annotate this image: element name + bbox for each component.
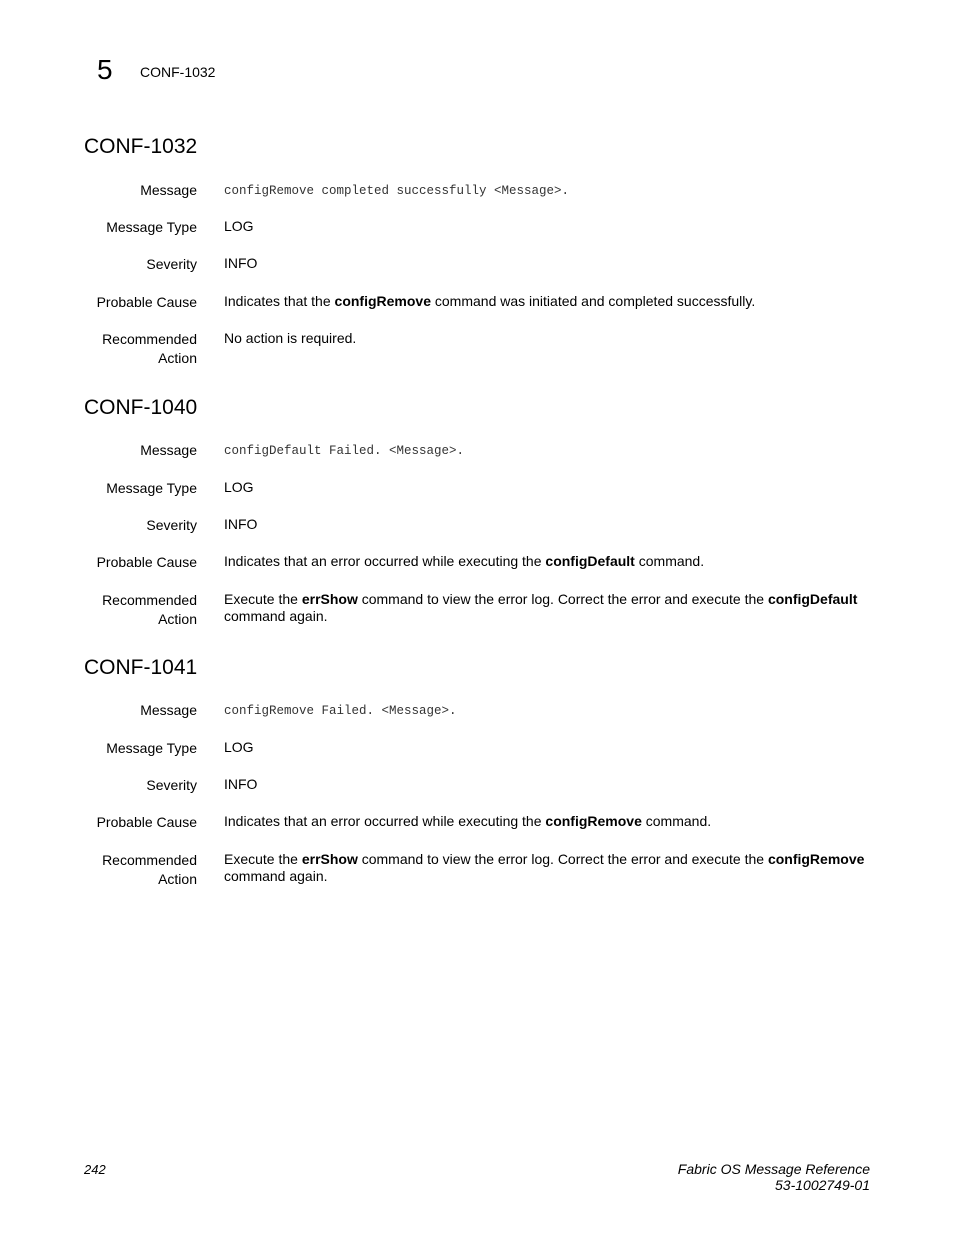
message-type-value: LOG [224,739,254,755]
entry-title: CONF-1041 [84,656,198,679]
probable-cause-label: Probable Cause [96,554,197,570]
action-word: Action [158,611,197,627]
cause-text-pre: Indicates that an error occurred while executing the [224,813,546,829]
recommended-action-text [224,851,874,885]
action-text-pre: Execute the [224,851,302,867]
severity-value: INFO [224,776,258,792]
recommended-action-label [40,330,197,368]
message-type-label: Message Type [106,740,197,756]
probable-cause-label: Probable Cause [96,294,197,310]
command-name: errShow [301,591,358,607]
entry-title: CONF-1032 [84,135,198,158]
command-name: configDefault [767,591,858,607]
document-title: Fabric OS Message Reference [677,1161,870,1177]
command-name: configDefault [545,553,635,569]
message-text: configRemove completed successfully <Message>. [224,184,570,198]
recommended-action-text: No action is required. [224,330,357,346]
probable-cause-text [224,813,874,830]
page-number: 242 [84,1162,106,1177]
action-text-post: command again. [224,868,328,884]
severity-label: Severity [146,777,197,793]
action-text-post: command again. [224,608,328,624]
entry-title: CONF-1040 [84,396,198,419]
recommended-action-label [40,851,197,889]
action-word: Action [158,350,197,366]
action-text-mid: command to view the error log. Correct the error and execute the [357,591,768,607]
severity-label: Severity [146,256,197,272]
probable-cause-text [224,293,874,310]
action-text-pre: Execute the [224,591,302,607]
chapter-number: 5 [97,54,113,85]
cause-text-pre: Indicates that the [224,293,335,309]
recommended-word: Recommended [102,592,197,608]
message-text: configDefault Failed. <Message>. [224,444,465,458]
severity-label: Severity [146,517,197,533]
running-title: CONF-1032 [140,64,216,80]
recommended-action-text [224,591,874,625]
action-word: Action [158,871,197,887]
document-number: 53-1002749-01 [775,1177,870,1193]
command-name: errShow [301,851,358,867]
message-text: configRemove Failed. <Message>. [224,704,457,718]
recommended-word: Recommended [102,852,197,868]
message-type-label: Message Type [106,480,197,496]
command-name: configRemove [545,813,642,829]
action-text-mid: command to view the error log. Correct the error and execute the [357,851,768,867]
message-type-label: Message Type [106,219,197,235]
message-label: Message [140,182,197,198]
document-footer [678,1161,870,1193]
cause-text-post: command was initiated and completed successfully. [431,293,756,309]
severity-value: INFO [224,516,258,532]
recommended-action-label [40,591,197,629]
command-name: configRemove [767,851,865,867]
message-type-value: LOG [224,479,254,495]
message-type-value: LOG [224,218,254,234]
probable-cause-text [224,553,874,570]
command-name: configRemove [334,293,431,309]
cause-text-post: command. [641,813,712,829]
recommended-word: Recommended [102,331,197,347]
message-label: Message [140,442,197,458]
cause-text-post: command. [634,553,705,569]
probable-cause-label: Probable Cause [96,814,197,830]
message-label: Message [140,702,197,718]
severity-value: INFO [224,255,258,271]
cause-text-pre: Indicates that an error occurred while executing the [224,553,546,569]
